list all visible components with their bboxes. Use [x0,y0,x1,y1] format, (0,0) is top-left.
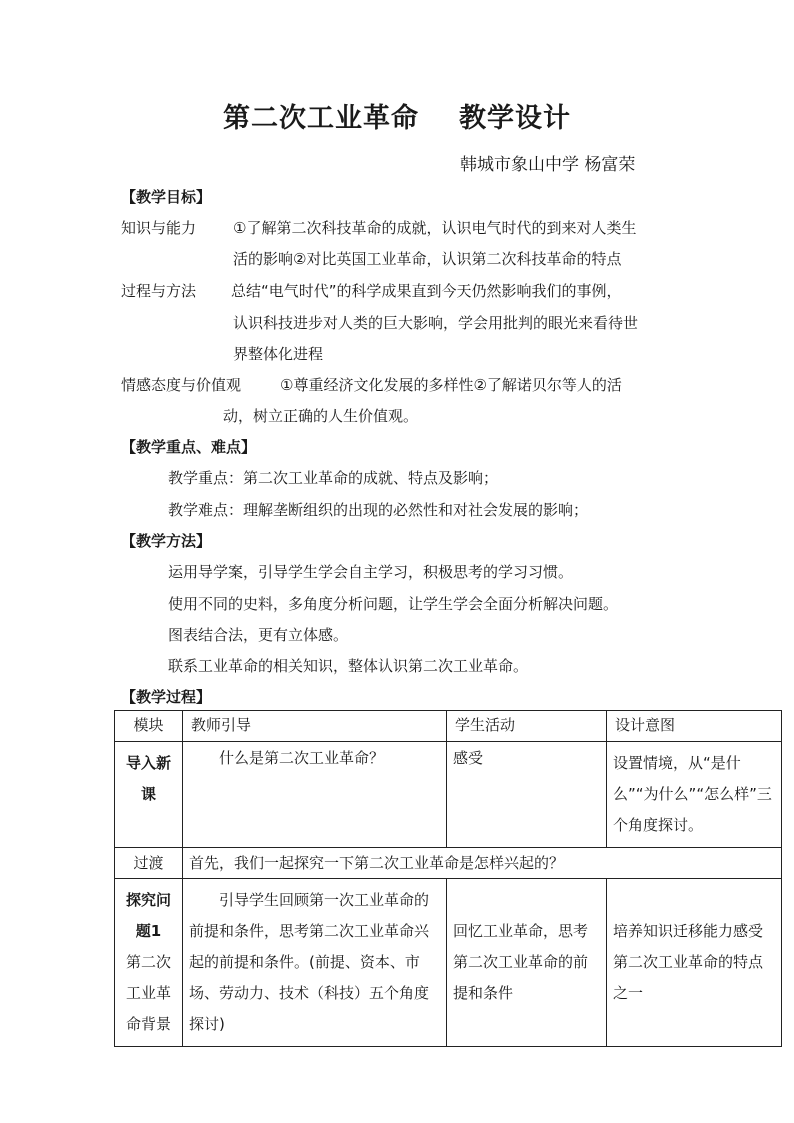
header-teacher: 教师引导 [183,711,447,742]
process-text-1: 总结“电气时代”的科学成果直到今天仍然影响我们的事例， [231,282,622,300]
module-title: 探究问题1 [125,891,171,940]
process-table [114,710,782,1047]
method-item: 使用不同的史料，多角度分析问题，让学生学会全面分析解决问题。 [168,595,619,613]
title-topic: 第二次工业革命 [223,103,419,134]
keypoint-difficulty: 教学难点：理解垄断组织的出现的必然性和对社会发展的影响； [168,501,589,519]
table-row [115,742,782,848]
keypoints-heading: 【教学重点、难点】 [121,438,257,456]
emotion-text-2: 动，树立正确的人生价值观。 [223,407,419,425]
methods-heading: 【教学方法】 [121,532,212,550]
knowledge-text-1: ①了解第二次科技革命的成就，认识电气时代的到来对人类生 [233,219,637,237]
module-subtitle: 第二次工业革命背景 [125,953,171,1033]
method-item: 联系工业革命的相关知识，整体认识第二次工业革命。 [168,657,529,675]
process-text-2: 认识科技进步对人类的巨大影响，学会用批判的眼光来看待世 [233,314,639,332]
student-cell: 感受 [447,742,607,848]
objectives-heading: 【教学目标】 [121,188,212,206]
keypoint-focus: 教学重点：第二次工业革命的成就、特点及影响； [168,469,499,487]
emotion-text-1: ①尊重经济文化发展的多样性②了解诺贝尔等人的活 [280,376,622,394]
page-title [0,96,794,135]
intent-cell: 培养知识迁移能力感受第二次工业革命的特点之一 [607,879,782,1047]
student-cell: 回忆工业革命，思考第二次工业革命的前提和条件 [447,879,607,1047]
teacher-cell: 什么是第二次工业革命？ [183,742,447,848]
module-cell [115,879,183,1047]
module-cell: 导入新课 [115,742,183,848]
author-line: 韩城市象山中学 杨富荣 [460,155,636,175]
knowledge-text-2: 活的影响②对比英国工业革命，认识第二次科技革命的特点 [233,250,622,268]
method-item: 图表结合法，更有立体感。 [168,626,349,644]
process-label: 过程与方法 [121,282,197,300]
header-module: 模块 [115,711,183,742]
table-row [115,879,782,1047]
table-row [115,848,782,879]
process-heading: 【教学过程】 [121,688,212,706]
emotion-label: 情感态度与价值观 [121,376,242,394]
knowledge-label: 知识与能力 [121,219,197,237]
teacher-cell: 引导学生回顾第一次工业革命的前提和条件，思考第二次工业革命兴起的前提和条件。(前提、资本、市场、劳动力、技术（科技）五个角度探讨) [183,879,447,1047]
table-header-row [115,711,782,742]
title-suffix: 教学设计 [459,103,571,134]
header-student: 学生活动 [447,711,607,742]
method-item: 运用导学案，引导学生学会自主学习，积极思考的学习习惯。 [168,563,574,581]
intent-cell: 设置情境，从“是什么”“为什么”“怎么样”三个角度探讨。 [607,742,782,848]
process-text-3: 界整体化进程 [233,345,324,363]
teacher-cell: 首先，我们一起探究一下第二次工业革命是怎样兴起的？ [183,848,782,879]
header-intent: 设计意图 [607,711,782,742]
module-cell: 过渡 [115,848,183,879]
